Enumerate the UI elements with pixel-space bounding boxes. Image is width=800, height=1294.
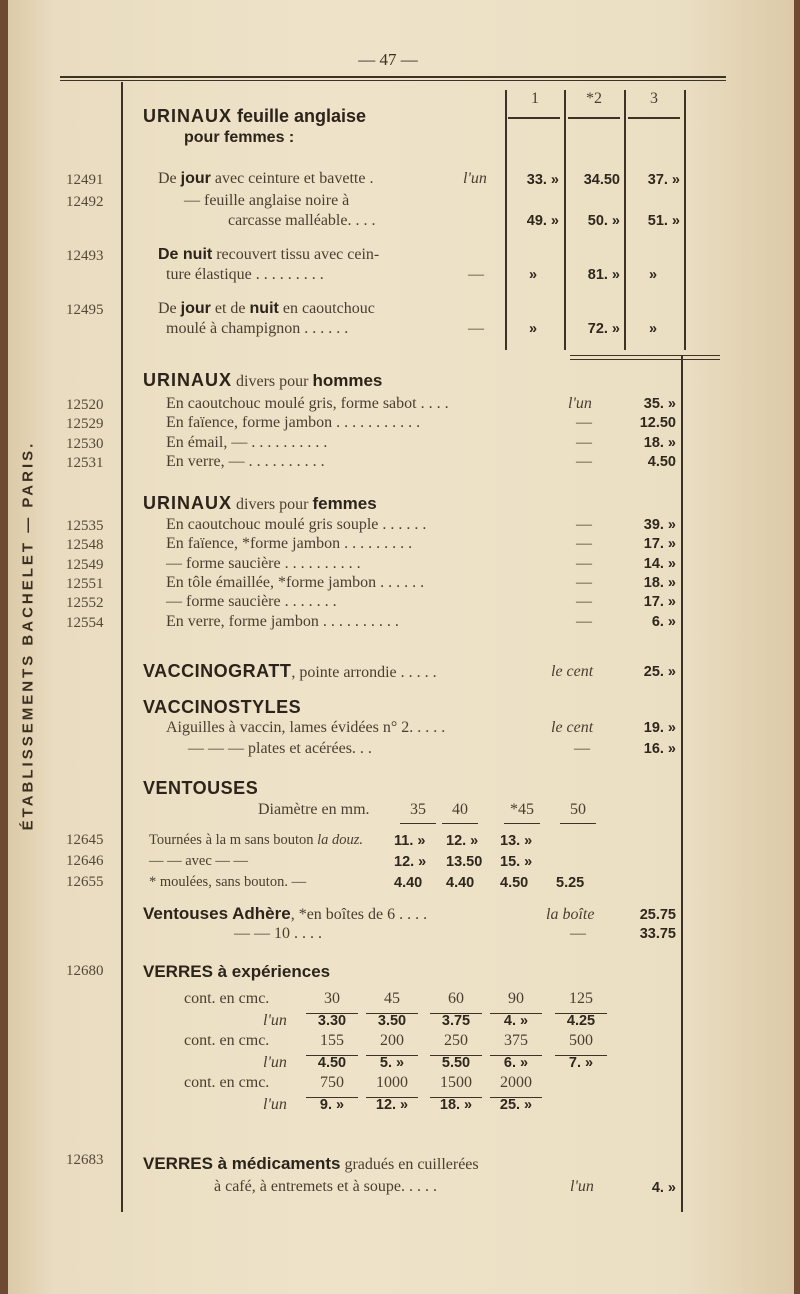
price: 12. »	[375, 1097, 409, 1113]
cont-label: cont. en cmc.	[184, 990, 270, 1007]
price: 4. »	[651, 1180, 676, 1196]
size-header-rule	[504, 823, 540, 824]
item-description: En tôle émaillée, *forme jambon . . . . . .	[166, 573, 425, 591]
s1-head-rule-2	[568, 117, 620, 119]
item-description: Tournées à la m sans bouton la douz.	[149, 832, 364, 848]
verres-med-title: VERRES à médicaments gradués en cuillerées	[143, 1154, 479, 1173]
unit-label: le cent	[551, 663, 594, 680]
price-col1: 49. »	[526, 213, 559, 229]
diameter-label: Diamètre en mm.	[258, 801, 370, 818]
item-description: De jour avec ceinture et bavette .	[158, 170, 374, 187]
unit-label: —	[576, 535, 592, 553]
price: 4.50	[647, 453, 676, 470]
size-cell: 60	[448, 990, 464, 1007]
side-vertical-text: ÉTABLISSEMENTS BACHELET — PARIS.	[19, 440, 37, 831]
item-description: En émail, — . . . . . . . . . .	[166, 433, 328, 451]
unit-label: —	[576, 612, 592, 630]
price: 4.50	[500, 875, 529, 891]
price: 15. »	[500, 854, 533, 870]
col-header-2: *2	[586, 90, 602, 107]
item-description: à café, à entremets et à soupe. . . . .	[214, 1178, 438, 1195]
size-cell: 155	[320, 1032, 344, 1049]
unit-label: —	[576, 414, 592, 432]
price-col1: »	[528, 321, 538, 337]
ref-number: 12493	[66, 248, 104, 264]
size-header: *45	[510, 801, 534, 818]
price: 3.30	[317, 1013, 347, 1029]
item-description: En faïence, *forme jambon . . . . . . . . .	[166, 535, 413, 553]
size-cell: 250	[444, 1032, 468, 1049]
price: 16. »	[643, 741, 676, 757]
ref-number: 12645	[66, 832, 104, 848]
ref-number: 12495	[66, 302, 104, 318]
size-header-rule	[560, 823, 596, 824]
item-description-line2: moulé à champignon . . . . . .	[166, 320, 349, 337]
size-cell: 2000	[500, 1074, 532, 1091]
item-description: De jour et de nuit en caoutchouc	[158, 300, 375, 317]
price: 4.25	[566, 1013, 596, 1029]
s1-head-rule-1	[508, 117, 560, 119]
item-description: — — 10 . . . .	[234, 925, 322, 942]
size-header-rule	[442, 823, 478, 824]
unit-label: la boîte	[546, 906, 595, 923]
ref-number: 12655	[66, 874, 104, 890]
vaccinogratt-line: VACCINOGRATT, pointe arrondie . . . . .	[143, 661, 437, 681]
vaccinostyles-title: VACCINOSTYLES	[143, 697, 302, 717]
size-header: 35	[410, 801, 426, 818]
unit-label: —	[574, 740, 590, 757]
size-header: 50	[570, 801, 586, 818]
ventouses-title: VENTOUSES	[143, 778, 259, 798]
price-col3: »	[648, 321, 658, 337]
price: 12. »	[394, 854, 427, 870]
price: 35. »	[643, 396, 676, 412]
price-col3: 51. »	[647, 213, 680, 229]
ref-number: 12552	[66, 595, 104, 612]
top-rule-thin	[60, 80, 726, 81]
unit-label: —	[570, 925, 586, 942]
unit-label: l'un	[263, 1054, 287, 1071]
item-description: De nuit recouvert tissu avec cein-	[158, 246, 380, 263]
size-cell: 1500	[440, 1074, 472, 1091]
ref-number: 12548	[66, 537, 104, 554]
unit-label: —	[576, 554, 592, 572]
s1-title: URINAUX feuille anglaise	[143, 106, 367, 126]
size-cell: 500	[569, 1032, 593, 1049]
price: 14. »	[643, 555, 676, 572]
price-col1: »	[528, 267, 538, 283]
ref-number: 12680	[66, 963, 104, 979]
item-description: En faïence, forme jambon . . . . . . . . . . .	[166, 414, 421, 432]
price-column-rule-left	[681, 356, 683, 1212]
price: 4. »	[503, 1013, 529, 1029]
size-cell: 125	[569, 990, 593, 1007]
price: 7. »	[568, 1055, 594, 1071]
ref-number: 12520	[66, 397, 104, 413]
price-col2: 81. »	[587, 267, 620, 283]
price: 18. »	[643, 574, 676, 591]
item-description: — forme saucière . . . . . . .	[166, 593, 337, 611]
s3-title: URINAUX divers pour femmes	[143, 493, 377, 513]
ref-number: 12554	[66, 614, 104, 631]
size-cell: 1000	[376, 1074, 408, 1091]
price: 4.40	[446, 875, 475, 891]
ref-number: 12491	[66, 172, 104, 188]
unit-label: l'un	[568, 395, 592, 412]
size-cell: 90	[508, 990, 524, 1007]
price: 5. »	[379, 1055, 405, 1071]
catalog-page	[8, 0, 794, 1294]
price: 12. »	[446, 833, 479, 849]
price: 25. »	[499, 1097, 533, 1113]
price: 25. »	[643, 664, 676, 680]
item-description: * moulées, sans bouton. —	[149, 874, 307, 890]
ref-number: 12551	[66, 575, 104, 592]
adhere-line: Ventouses Adhère, *en boîtes de 6 . . . .	[143, 904, 428, 923]
unit-label: —	[468, 266, 484, 283]
s2-title: URINAUX divers pour hommes	[143, 370, 383, 390]
verres-title: VERRES à expériences	[143, 962, 331, 981]
price: 6. »	[503, 1055, 529, 1071]
price-col3: »	[648, 267, 658, 283]
price: 13.50	[446, 854, 483, 870]
ref-number: 12530	[66, 435, 104, 452]
price: 3.75	[441, 1013, 471, 1029]
s1-title-line2: pour femmes :	[184, 129, 295, 146]
size-cell: 45	[384, 990, 400, 1007]
ref-number: 12646	[66, 853, 104, 869]
s1-col-rule-4	[684, 90, 686, 350]
section-divider-2	[570, 359, 720, 360]
unit-label: le cent	[551, 719, 594, 736]
price: 9. »	[319, 1097, 345, 1113]
price: 19. »	[643, 720, 676, 736]
size-cell: 750	[320, 1074, 344, 1091]
price: 18. »	[439, 1097, 473, 1113]
size-cell: 375	[504, 1032, 528, 1049]
ref-number: 12529	[66, 416, 104, 433]
unit-label: l'un	[263, 1096, 287, 1113]
cont-label: cont. en cmc.	[184, 1074, 270, 1091]
unit-label: —	[576, 593, 592, 611]
top-rule	[60, 76, 726, 78]
item-description: En caoutchouc moulé gris, forme sabot . . . .	[166, 395, 449, 412]
price-col2: 50. »	[587, 213, 620, 229]
item-description: En verre, — . . . . . . . . . .	[166, 452, 325, 470]
price: 4.40	[394, 875, 423, 891]
price: 13. »	[500, 833, 533, 849]
item-description: Aiguilles à vaccin, lames évidées n° 2. . . . .	[166, 719, 446, 736]
item-description: En verre, forme jambon . . . . . . . . . .	[166, 612, 399, 630]
price: 33.75	[639, 926, 676, 942]
item-description: — forme saucière . . . . . . . . . .	[166, 554, 361, 572]
page-number: — 47 —	[358, 50, 418, 69]
price: 39. »	[643, 517, 676, 533]
unit-label: —	[468, 320, 484, 337]
size-header: 40	[452, 801, 468, 818]
size-cell: 200	[380, 1032, 404, 1049]
price: 18. »	[643, 434, 676, 451]
item-description: En caoutchouc moulé gris souple . . . . . .	[166, 516, 427, 533]
unit-label: —	[576, 516, 592, 533]
price: 25.75	[639, 907, 676, 923]
ref-number: 12492	[66, 194, 104, 210]
cont-label: cont. en cmc.	[184, 1032, 270, 1049]
col-header-1: 1	[531, 90, 539, 107]
section-divider	[570, 355, 720, 356]
price: 12.50	[639, 415, 676, 432]
price: 11. »	[394, 833, 426, 849]
unit-label: —	[576, 573, 592, 591]
item-description: — feuille anglaise noire à	[184, 192, 350, 209]
price: 5.50	[441, 1055, 471, 1071]
unit-label: l'un	[463, 170, 487, 187]
ref-column-rule	[121, 82, 123, 1212]
price: 17. »	[643, 594, 676, 611]
price-col2: 34.50	[583, 172, 620, 188]
item-description-line2: carcasse malléable. . . .	[228, 212, 376, 229]
item-description: — — avec — —	[149, 853, 249, 869]
price: 4.50	[317, 1055, 347, 1071]
price: 6. »	[651, 613, 676, 630]
price: 5.25	[556, 875, 585, 891]
unit-label: —	[576, 433, 592, 451]
item-description: — — — plates et acérées. . .	[188, 740, 372, 757]
ref-number: 12549	[66, 556, 104, 573]
price-col3: 37. »	[647, 172, 680, 188]
col-header-3: 3	[650, 90, 658, 107]
price: 3.50	[377, 1013, 407, 1029]
price: 17. »	[643, 536, 676, 553]
s1-head-rule-3	[628, 117, 680, 119]
price-col1: 33. »	[526, 172, 559, 188]
size-header-rule	[400, 823, 436, 824]
unit-label: —	[576, 452, 592, 470]
unit-label: l'un	[570, 1178, 594, 1195]
ref-number: 12531	[66, 454, 104, 471]
price-col2: 72. »	[587, 321, 620, 337]
ref-number: 12683	[66, 1152, 104, 1168]
unit-label: l'un	[263, 1012, 287, 1029]
ref-number: 12535	[66, 518, 104, 534]
item-description-line2: ture élastique . . . . . . . . .	[166, 266, 324, 283]
size-cell: 30	[324, 990, 340, 1007]
